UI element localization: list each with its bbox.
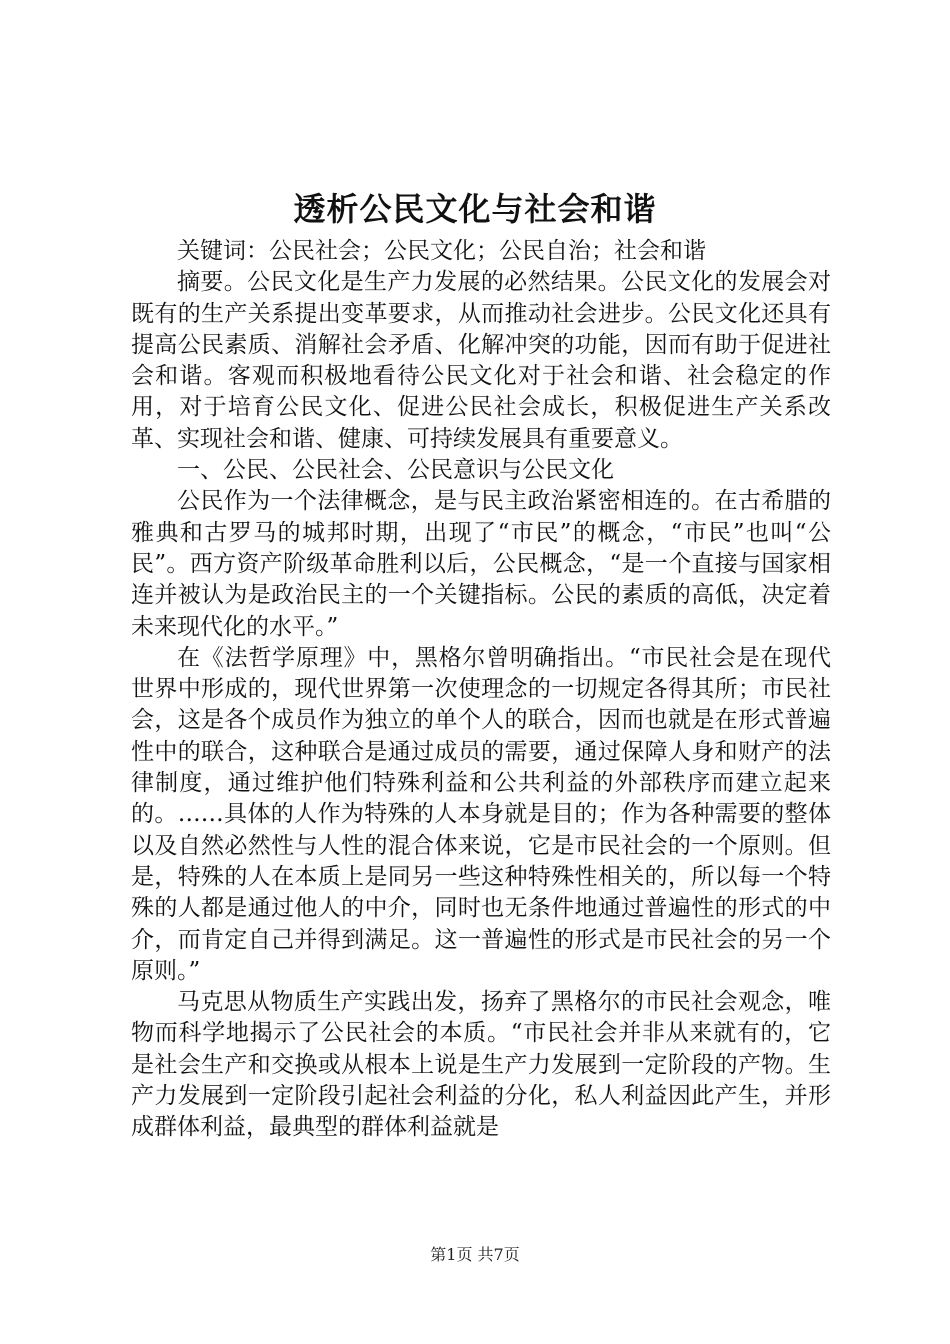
body-paragraph: 在《法哲学原理》中，黑格尔曾明确指出。“市民社会是在现代世界中形成的，现代世界第一次使理念的一切规定各得其所；市民社会，这是各个成员作为独立的单个人的联合，因而也就是在形式普遍性中的联合，这种联合是通过成员的需要，通过保障人身和财产的法律制度，通过维护他们特殊利益和公共利益的外部秩序而建立起来的。……具体的人作为特殊的人本身就是目的；作为各种需要的整体以及自然必然性与人性的混合体来说，它是市民社会的一个原则。但是，特殊的人在本质上是同另一些这种特殊性相关的，所以每一个特殊的人都是通过他人的中介，同时也无条件地通过普遍性的形式的中介，而肯定自己并得到满足。这一普遍性的形式是市民社会的另一个原则。”	[131, 644, 831, 984]
body-paragraph: 公民作为一个法律概念，是与民主政治紧密相连的。在古希腊的雅典和古罗马的城邦时期，出现了“市民”的概念，“市民”也叫“公民”。西方资产阶级革命胜利以后，公民概念，“是一个直接与国家相连并被认为是政治民主的一个关键指标。公民的素质的高低，决定着未来现代化的水平。”	[131, 488, 831, 640]
document-body	[131, 236, 831, 1144]
abstract-paragraph: 摘要。公民文化是生产力发展的必然结果。公民文化的发展会对既有的生产关系提出变革要求，从而推动社会进步。公民文化还具有提高公民素质、消解社会矛盾、化解冲突的功能，因而有助于促进社会和谐。客观而积极地看待公民文化对于社会和谐、社会稳定的作用，对于培育公民文化、促进公民社会成长，积极促进生产关系改革、实现社会和谐、健康、可持续发展具有重要意义。	[131, 269, 831, 452]
keywords-paragraph: 关键词：公民社会；公民文化；公民自治；社会和谐	[177, 238, 706, 264]
section-heading: 一、公民、公民社会、公民意识与公民文化	[177, 457, 614, 484]
body-paragraph: 马克思从物质生产实践出发，扬弃了黑格尔的市民社会观念，唯物而科学地揭示了公民社会的本质。“市民社会并非从来就有的，它是社会生产和交换或从根本上说是生产力发展到一定阶段的产物。生产力发展到一定阶段引起社会利益的分化，私人利益因此产生，并形成群体利益，最典型的群体利益就是	[131, 989, 831, 1141]
document-title: 透析公民文化与社会和谐	[293, 190, 657, 228]
page-footer: 第1页 共7页	[430, 1245, 520, 1264]
